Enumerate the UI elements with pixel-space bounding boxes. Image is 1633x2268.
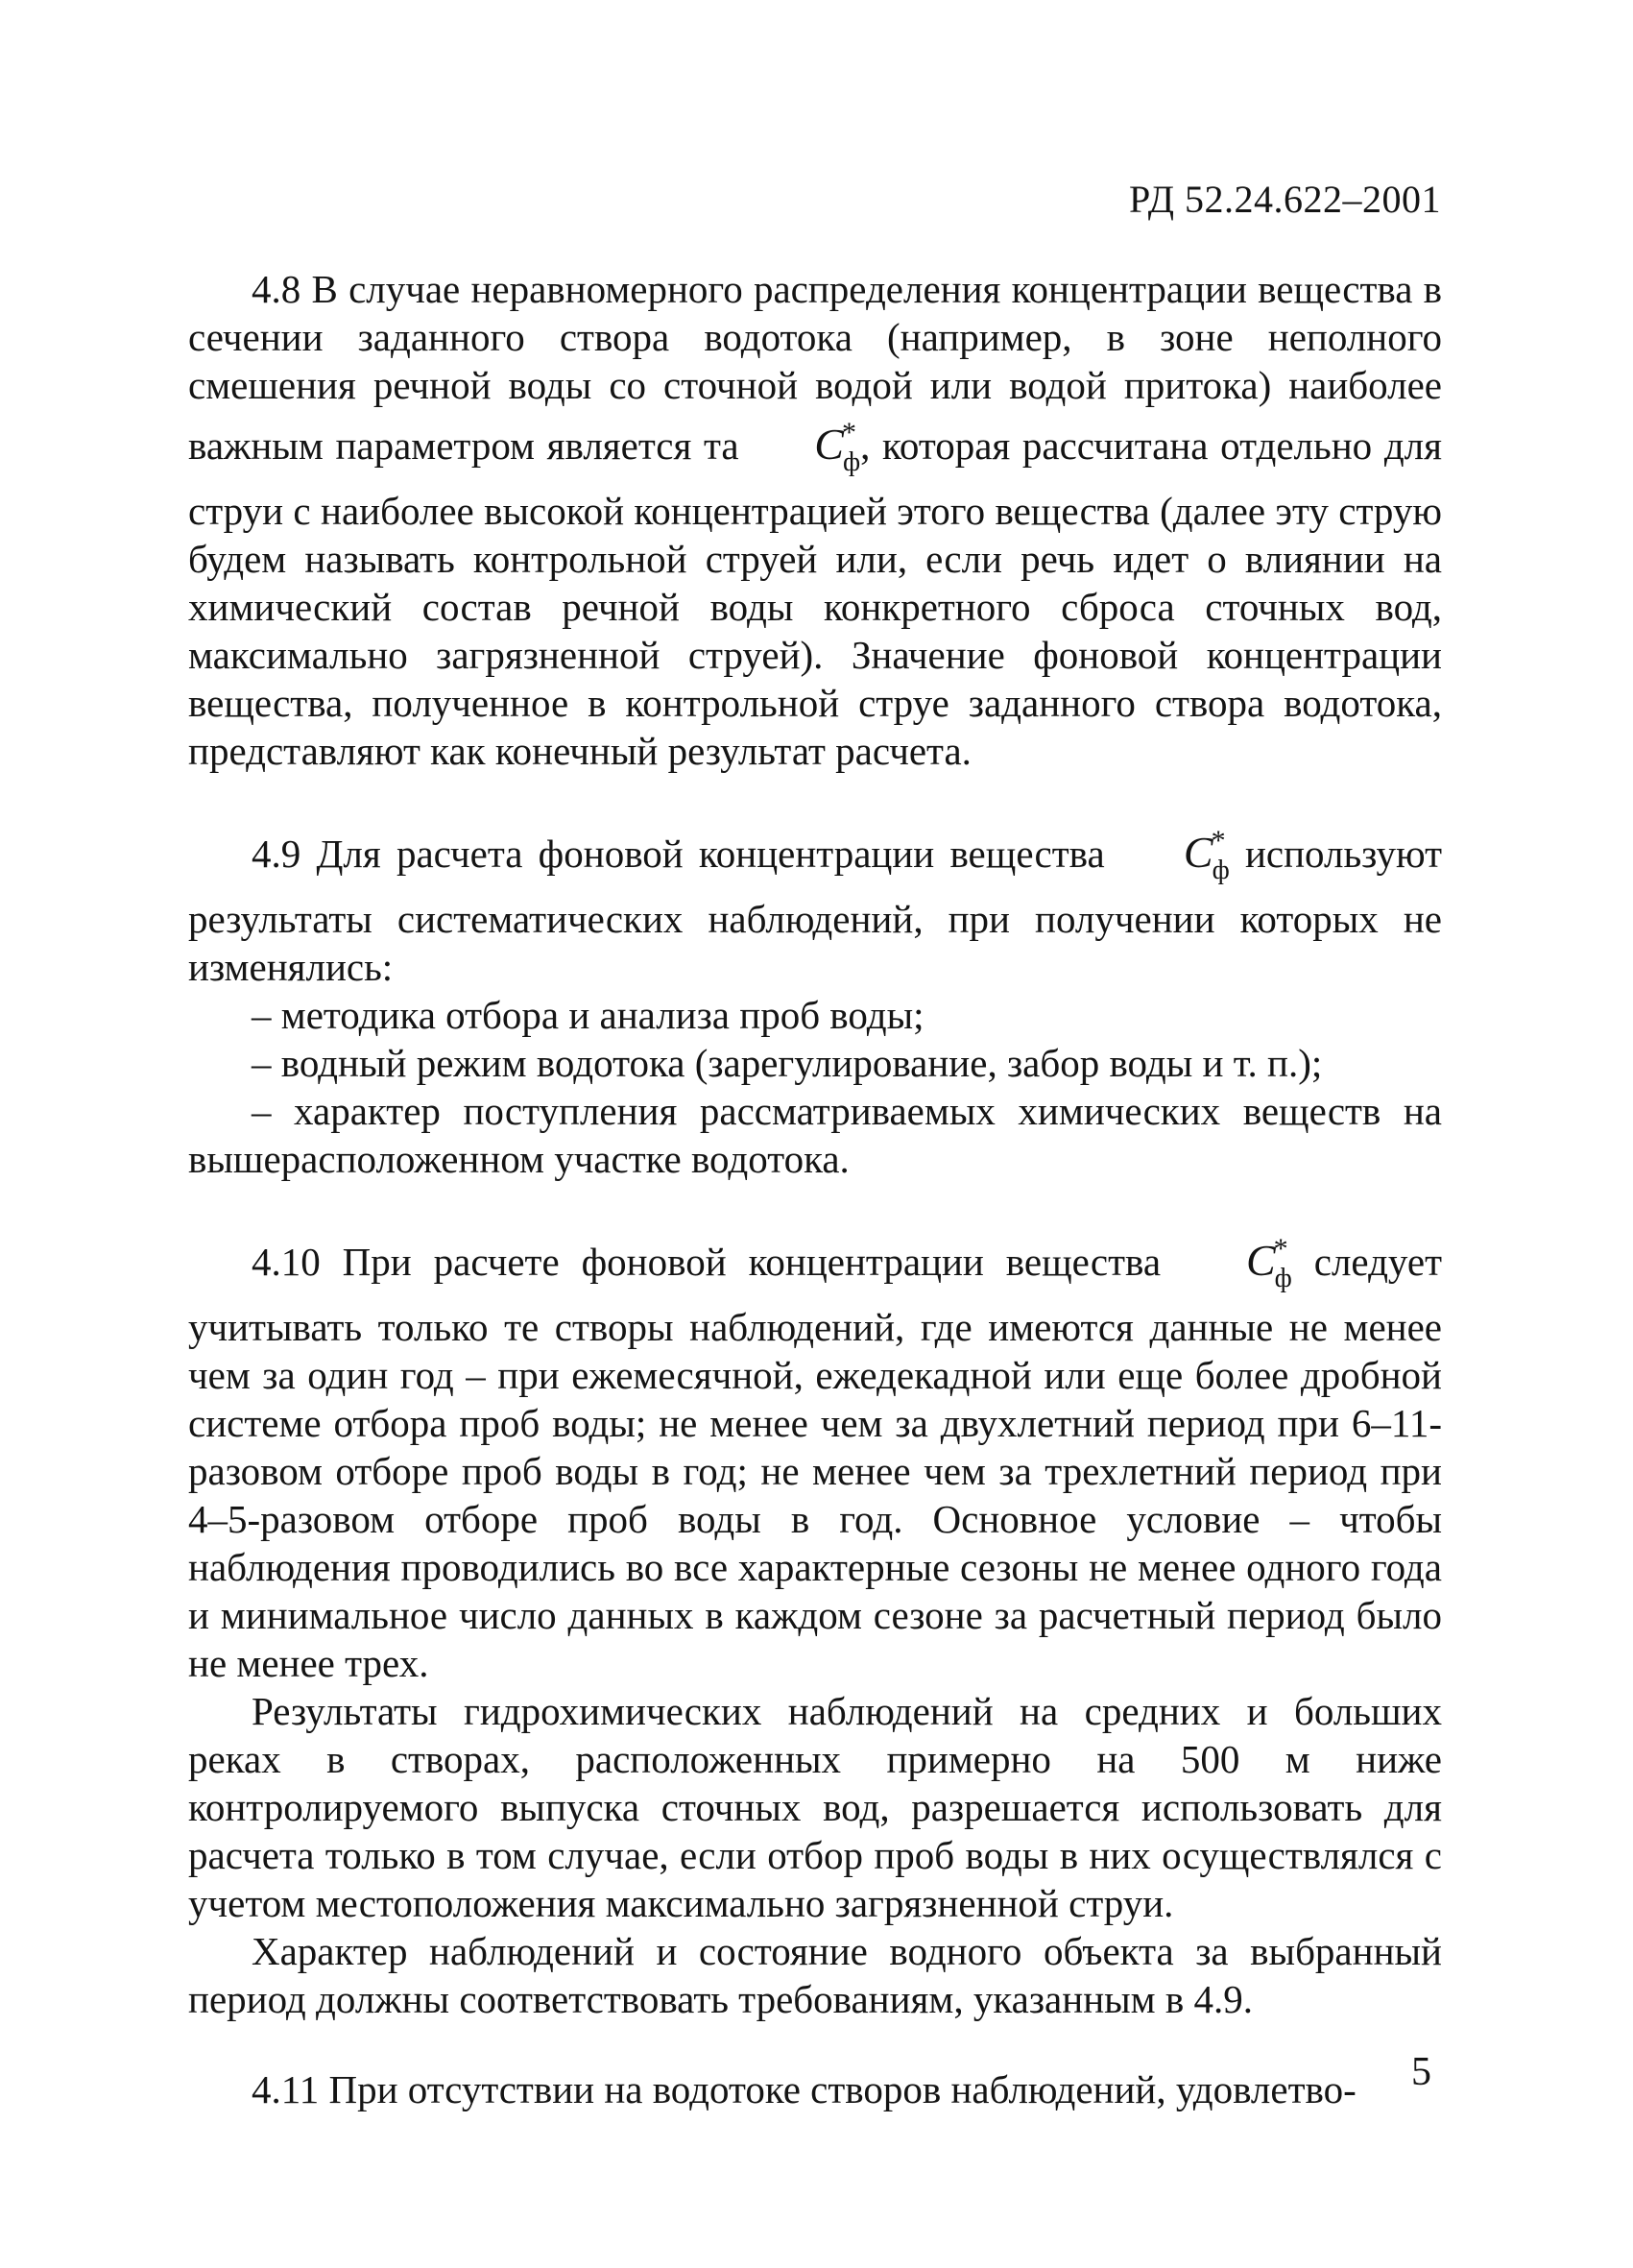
paragraph-4-10-text-end: следует учитывать только те створы наблюдений, где имеются данные не менее чем за один год – при ежемесячной, ежедекадной или еще более дробной системе отбора проб воды; не менее чем за двухлетний период при 6–11-разовом отборе проб воды в год; не менее чем за трехлетний период при 4–5-разовом отборе проб воды в год. Основное условие – чтобы наблюдения проводились во все характерные сезоны не менее одного года и минимальное число данных в каждом сезоне за расчетный период было не менее трех. [188,1240,1443,1685]
paragraph-4-10 [188,1225,1442,1687]
symbol-subscript: ф [1212,856,1230,885]
symbol-base: C [1183,828,1213,877]
symbol-base: C [1245,1236,1276,1285]
symbol-c-star-f [751,409,860,487]
list-item: – характер поступления рассматриваемых химических веществ на вышерасположенном участке водотока. [188,1089,1442,1181]
symbol-base: C [814,420,844,469]
paragraph-4-10-results: Результаты гидрохимических наблюдений на средних и больших реках в створах, расположенных примерно на 500 м ниже контролируемого выпуска сточных вод, разрешается использовать для расчета только в том случае, если отбор проб воды в них осуществлялся с учетом местоположения максимально загрязненной струи. [188,1689,1442,1925]
document-code: РД 52.24.622–2001 [1128,178,1441,221]
document-body [188,265,1442,2113]
paragraph-4-9 [188,817,1442,991]
paragraph-4-11: 4.11 При отсутствии на водотоке створов наблюдений, удовлетво- [252,2067,1357,2111]
list-item: – водный режим водотока (зарегулирование, забор воды и т. п.); [252,1041,1323,1085]
paragraph-4-8 [188,265,1442,775]
list-item: – методика отбора и анализа проб воды; [252,993,925,1037]
paragraph-4-9-text-start: 4.9 Для расчета фоновой концентрации вещества [252,832,1120,876]
symbol-superscript: * [841,417,856,448]
symbol-subscript: ф [1274,1264,1292,1293]
paragraph-4-10-text-start: 4.10 При расчете фоновой концентрации вещества [252,1240,1183,1284]
symbol-superscript: * [1211,825,1226,857]
symbol-c-star-f [1120,817,1230,895]
paragraph-4-8-text-end: , которая рассчитана отдельно для струи с наиболее высокой концентрацией этого вещества (далее эту струю будем называть контрольной струей или, если речь идет о влиянии на химический состав речной воды конкретного сброса сточных вод, максимально загрязненной струей). Значение фоновой концентрации вещества, полученное в контрольной струе заданного створа водотока, представляют как конечный результат расчета. [188,423,1442,773]
symbol-subscript: ф [842,447,861,477]
symbol-superscript: * [1273,1233,1288,1265]
page-number: 5 [1411,2050,1431,2094]
symbol-c-star-f [1183,1225,1292,1303]
paragraph-4-10-requirements: Характер наблюдений и состояние водного объекта за выбранный период должны соответствовать требованиям, указанным в 4.9. [188,1929,1442,2021]
paragraph-4-9-text-end: используют результаты систематических наблюдений, при получении которых не изменялись: [188,832,1443,989]
paragraph-4-8-text-start: 4.8 В случае неравномерного распределения концентрации вещества в сечении заданного створа водотока (например, в зоне неполного смешения речной воды со сточной водой или водой притока) наиболее важным параметром является та [188,267,1442,468]
